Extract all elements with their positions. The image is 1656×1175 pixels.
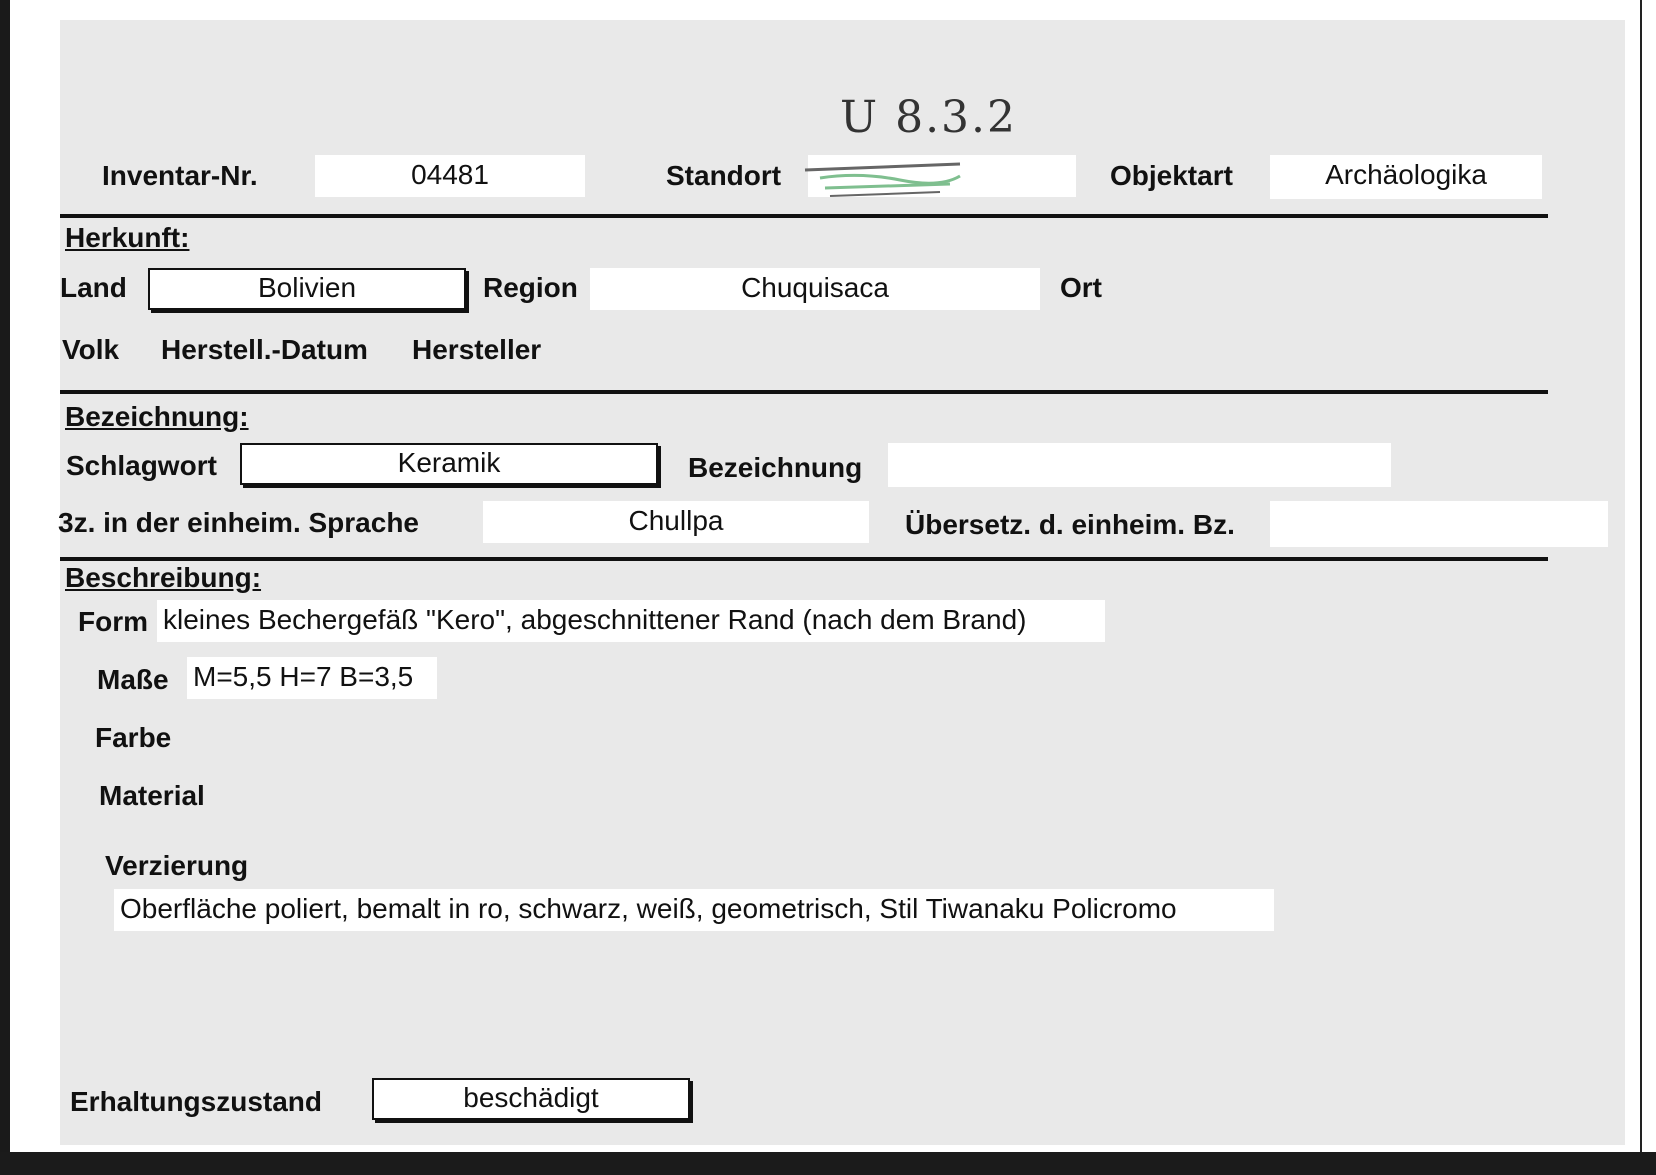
- region-field[interactable]: Chuquisaca: [590, 268, 1040, 310]
- verzierung-label: Verzierung: [105, 850, 249, 881]
- standort-label: Standort: [666, 160, 782, 191]
- einheim-sprache-label: 3z. in der einheim. Sprache: [58, 507, 420, 538]
- volk-label: Volk: [62, 334, 120, 365]
- bezeichnung-field[interactable]: [888, 443, 1391, 487]
- uebersetzung-field[interactable]: [1270, 501, 1608, 547]
- form-field[interactable]: kleines Bechergefäß "Kero", abgeschnittener Rand (nach dem Brand): [157, 600, 1105, 642]
- region-label: Region: [483, 272, 578, 303]
- divider: [60, 214, 1548, 218]
- bezeichnung-heading: Bezeichnung:: [65, 401, 249, 432]
- objektart-field[interactable]: Archäologika: [1270, 155, 1542, 199]
- handwritten-location-note: U 8.3.2: [840, 92, 1018, 143]
- form-label: Form: [78, 606, 148, 637]
- schlagwort-label: Schlagwort: [66, 450, 217, 481]
- schlagwort-field[interactable]: Keramik: [240, 443, 658, 485]
- scan-edge-left: [0, 0, 10, 1175]
- beschreibung-heading: Beschreibung:: [65, 562, 262, 593]
- crossed-out-handwriting: [800, 158, 970, 203]
- uebersetzung-label: Übersetz. d. einheim. Bz.: [905, 509, 1235, 540]
- masse-field[interactable]: M=5,5 H=7 B=3,5: [187, 657, 437, 699]
- herkunft-heading: Herkunft:: [65, 222, 190, 253]
- divider: [60, 557, 1548, 561]
- masse-label: Maße: [97, 664, 169, 695]
- material-label: Material: [99, 780, 205, 811]
- divider: [60, 390, 1548, 394]
- farbe-label: Farbe: [95, 722, 172, 753]
- hersteller-label: Hersteller: [412, 334, 542, 365]
- erhaltungszustand-field[interactable]: beschädigt: [372, 1078, 690, 1120]
- einheim-sprache-field[interactable]: Chullpa: [483, 501, 869, 543]
- inventar-field[interactable]: 04481: [315, 155, 585, 197]
- objektart-label: Objektart: [1110, 160, 1233, 191]
- scan-edge-right: [1640, 0, 1642, 1175]
- inventar-label: Inventar-Nr.: [102, 160, 258, 191]
- ort-label: Ort: [1060, 272, 1102, 303]
- bezeichnung-label: Bezeichnung: [688, 452, 863, 483]
- land-label: Land: [60, 272, 127, 303]
- verzierung-field[interactable]: Oberfläche poliert, bemalt in ro, schwarz, weiß, geometrisch, Stil Tiwanaku Policromo: [114, 889, 1274, 931]
- herstell-datum-label: Herstell.-Datum: [161, 334, 368, 365]
- land-field[interactable]: Bolivien: [148, 268, 466, 310]
- scan-edge-bottom: [0, 1152, 1656, 1175]
- erhaltungszustand-label: Erhaltungszustand: [70, 1086, 323, 1117]
